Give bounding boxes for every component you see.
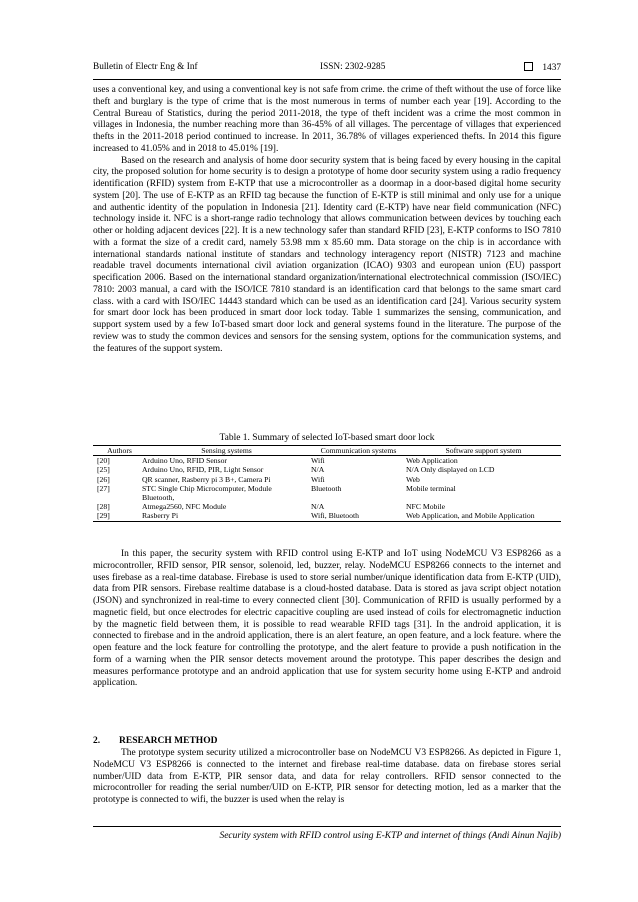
table-row xyxy=(93,475,561,484)
table-cell: [25] xyxy=(97,465,110,475)
table-row xyxy=(93,465,561,474)
summary-table xyxy=(93,445,561,522)
table-cell: Web Application xyxy=(406,456,458,466)
table-header: Software support system xyxy=(406,446,561,456)
issn: ISSN: 2302-9285 xyxy=(320,62,386,72)
page-number: 1437 xyxy=(542,63,561,73)
section-number: 2. xyxy=(93,736,101,746)
paragraph-2: Based on the research and analysis of home door security system that is being faced by every housing in the capital city, the proposed solution for home security is to design a prototype of home door security system using a radio frequency identification (RFID) system from E-KTP that use a microcontroller as a doormap in a door-based digital home security system [20]. The use of E-KTP as an RFID tag because the function of E-KTP is still minimal and only use for a unique and authentic identity of the population in Indonesia [21]. Identity card (E-KTP) have near field communication (NFC) technology inside it. NFC is a short-range radio technology that allows communication between devices by touching each other or holding adjacent devices [22]. It is a new technology safer than standard RFID [23], E-KTP conforms to ISO 7810 with a format the size of a credit card, namely 53.98 mm x 85.60 mm. Data storage on the chip is in accordance with international standards national institute of standars and technology interagency report (NISTR) 7123 and machine readable travel documents international civil aviation organization (ICAO) 9303 and european union (EU) passport specification 2006. Based on the international standard organization/international electrotechnical commission (ISO/IEC) 7810: 2003 manual, a card with the ISO/ICE 7810 standard is an identification card that belongs to the same smart card class. with a card with ISO/IEC 14443 standard which can be used as an identification card [24]. Various security system for smart door lock has been produced in smart door lock today. Table 1 summarizes the sensing, communication, and support system used by a few IoT-based smart door lock and general systems found in the literature. The purpose of the review was to study the common devices and sensors for the sensing system, options for the communication systems, and the features of the support system. xyxy=(93,155,561,354)
table-row xyxy=(93,502,561,511)
table-cell: STC Single Chip Microcomputer, Module Bluetooth, xyxy=(142,483,272,503)
table-row xyxy=(93,511,561,521)
table-cell: [20] xyxy=(97,456,110,466)
running-footer: Security system with RFID control using E-KTP and internet of things (Andi Ainun Najib) xyxy=(219,831,561,841)
square-icon xyxy=(524,62,533,71)
table-header: Communication systems xyxy=(311,446,406,456)
table-cell: QR scanner, Rasberry pi 3 B+, Camera Pi xyxy=(142,474,271,484)
table-header: Sensing systems xyxy=(142,446,311,456)
table-cell: [26] xyxy=(97,474,110,484)
paragraph-3: In this paper, the security system with RFID control using E-KTP and IoT using NodeMCU V3 ESP8266 as a microcontroller, RFID sensor, PIR sensor, solenoid, led, buzzer, relay. NodeMCU ESP8266 connects to the internet and uses firebase as a real-time database. Firebase is used to store serial number/unique identification data from E-KTP (UID), data from PIR sensors. Firebase realtime database is a cloud-hosted database. Data is stored as java script object notation (JSON) and synchronized in real-time to every connected client [30]. Communication of RFID is usually performed by a magnetic field, but once electrodes for electric capacitive coupling are used instead of coils for electromagnetic induction by the magnetic field between them, it is possible to read wearable RFID tags [31]. In the android application, it is connected to firebase and in the android application, there is an alert feature, an open feature, and a lock feature. where the open feature and the lock feature for controlling the prototype, and the alert feature to provide a push notification in the form of a warning when the PIR sensor detects movement around the prototype. This paper describes the design and measures performance prototype and an android application that use for system security home using E-KTP and android application. xyxy=(93,549,561,689)
table-cell: Arduino Uno, RFID Sensor xyxy=(142,456,227,466)
table-header: Authors xyxy=(93,446,142,456)
table-cell: Atmega2560, NFC Module xyxy=(142,502,227,512)
table-header-row xyxy=(93,446,561,456)
table-cell: Web xyxy=(406,474,420,484)
journal-name: Bulletin of Electr Eng & Inf xyxy=(93,62,198,72)
table-cell: N/A xyxy=(311,465,325,475)
table-cell: N/A xyxy=(311,502,325,512)
body-text-bottom xyxy=(93,748,561,807)
table-cell: Web Application, and Mobile Application xyxy=(406,511,561,521)
table-row xyxy=(93,484,561,502)
table-cell: [29] xyxy=(93,511,142,521)
table-caption: Table 1. Summary of selected IoT-based smart door lock xyxy=(219,433,435,443)
table-cell: N/A Only displayed on LCD xyxy=(406,465,495,475)
table-cell: [28] xyxy=(97,502,110,512)
table-cell: [27] xyxy=(97,483,110,493)
table-cell: Mobile terminal xyxy=(406,483,456,493)
paragraph-4: The prototype system security utilized a microcontroller base on NodeMCU V3 ESP8266. As depicted in Figure 1, NodeMCU V3 ESP8266 is connected to the internet and firebase real-time database. data on firebase stores serial number/UID data from E-KTP, PIR sensor data, and data for relay controllers. RFID sensor connected to the microcontroller for reading the serial number/UID on E-KTP, PIR sensor for detecting motion, led as a marker that the prototype is connected to wifi, the buzzer is used when the relay is xyxy=(93,748,561,805)
section-heading xyxy=(93,736,217,746)
footer-rule xyxy=(93,826,561,827)
body-text-top xyxy=(93,85,561,355)
table-cell: Arduino Uno, RFID, PIR, Light Sensor xyxy=(142,465,264,475)
table-cell: Bluetooth xyxy=(311,483,342,493)
body-text-middle xyxy=(93,549,561,690)
header-rule xyxy=(93,79,561,80)
table-cell: Wifi xyxy=(311,456,325,466)
table-row xyxy=(93,456,561,466)
table-cell: Rasberry Pi xyxy=(142,511,311,521)
page-number-block xyxy=(524,62,561,73)
table-cell: Wifi xyxy=(311,474,325,484)
paragraph-1: uses a conventional key, and using a conventional key is not safe from crime. the crime of theft without the use of force like theft and burglary is the type of crime that is the most numerous in terms of number each year [19]. According to the Central Bureau of Statistics, during the period 2011-2018, the type of theft incident was a crime the most common in villages in Indonesia, the number reaching more than 36-45% of all villages. The percentage of villages that experienced thefts in the 2011-2018 period continued to increase. In 2011, 36.78% of villages experienced thefts. In 2014 this figure increased to 41.05% and in 2018 to 45.01% [19]. xyxy=(93,85,561,154)
table-cell: Wifi, Bluetooth xyxy=(311,511,406,521)
running-header xyxy=(93,62,561,76)
section-title: RESEARCH METHOD xyxy=(119,736,218,746)
table-cell: NFC Mobile xyxy=(406,502,446,512)
